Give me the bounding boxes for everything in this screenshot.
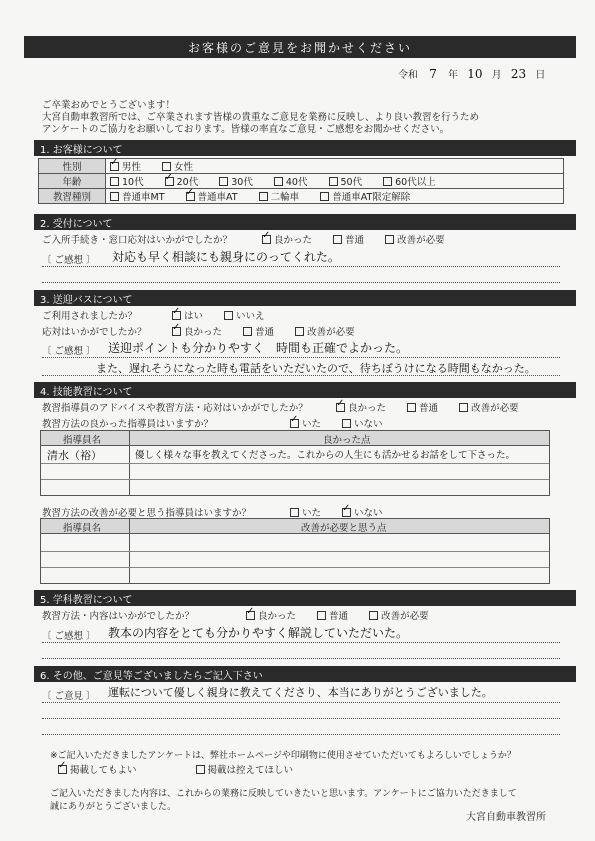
classroom-normal-checkbox[interactable] bbox=[317, 611, 326, 620]
school-name: 大宮自動車教習所 bbox=[466, 812, 546, 823]
footer-line-1: ご記入いただきました内容は、これからの業務に反映していきたいと思います。アンケートにご協力いただきまして bbox=[50, 789, 517, 799]
good-instructor-yes-checkbox[interactable] bbox=[290, 419, 299, 428]
age-20s-option[interactable]: ✓ 20代 bbox=[165, 174, 199, 188]
section-2-header: 2. 受付について bbox=[34, 214, 576, 230]
age-50s-checkbox[interactable] bbox=[329, 177, 338, 186]
age-label: 年齢 bbox=[39, 174, 106, 189]
classroom-comment[interactable]: 教本の内容をとても分かりやすく解説していただいた。 bbox=[108, 626, 409, 640]
publish-question: ※ご記入いただきましたアンケートは、弊社ホームページや印刷物に使用させていただいてもよろしいでしょうか？ bbox=[50, 751, 516, 761]
bus-use-yes-option[interactable]: ✓ はい bbox=[172, 308, 203, 322]
reception-comment-line bbox=[42, 266, 560, 267]
course-bike-option[interactable]: 二輪車 bbox=[259, 189, 300, 203]
age-30s-checkbox[interactable] bbox=[219, 177, 228, 186]
date-month[interactable]: 10 bbox=[467, 67, 483, 81]
bus-use-no-option[interactable]: いいえ bbox=[224, 308, 265, 322]
age-10s-option[interactable]: 10代 bbox=[110, 174, 144, 188]
gender-female-option[interactable]: 女性 bbox=[162, 159, 193, 173]
bus-comment-line bbox=[42, 375, 560, 376]
good-instructor-no-option[interactable]: いない bbox=[342, 416, 383, 430]
reception-normal-option[interactable]: 普通 bbox=[333, 232, 364, 246]
bus-service-options bbox=[172, 324, 373, 338]
age-options bbox=[106, 174, 564, 189]
age-10s-checkbox[interactable] bbox=[110, 177, 119, 186]
bus-comment-line bbox=[42, 357, 560, 358]
good-instructor-yes-option[interactable]: ✓ いた bbox=[290, 416, 321, 430]
improve-instructor-table bbox=[40, 518, 550, 584]
good-instructor-name[interactable]: 清水（裕） bbox=[47, 449, 102, 462]
good-instructor-point[interactable]: 優しく様々な事を教えてくださった。これからの人生にも活かせるお話をして下さった。 bbox=[135, 450, 516, 461]
bus-use-question: ご利用されましたか？ bbox=[42, 311, 138, 322]
footer-line-2: 誠にありがとうございました。 bbox=[50, 802, 177, 812]
good-instructor-question: 教習方法の良かった指導員はいますか？ bbox=[42, 419, 214, 430]
course-at-release-option[interactable]: 普通車AT限定解除 bbox=[320, 189, 410, 203]
reception-improve-option[interactable]: 改善が必要 bbox=[385, 232, 445, 246]
section-3-header: 3. 送迎バスについて bbox=[34, 290, 576, 306]
gender-female-checkbox[interactable] bbox=[162, 162, 171, 171]
date-era: 令和 bbox=[398, 70, 418, 81]
date-field bbox=[398, 66, 545, 81]
classroom-improve-checkbox[interactable] bbox=[369, 611, 378, 620]
reception-comment[interactable]: 対応も早く相談にも親身にのってくれた。 bbox=[112, 250, 340, 264]
bus-comment-line-1[interactable]: 送迎ポイントも分かりやすく 時間も正確でよかった。 bbox=[108, 341, 409, 355]
reception-question: ご入所手続き・窓口応対はいかがでしたか？ bbox=[42, 235, 233, 246]
good-instructor-no-checkbox[interactable] bbox=[342, 419, 351, 428]
date-year[interactable]: 7 bbox=[429, 67, 437, 81]
date-day[interactable]: 23 bbox=[510, 67, 527, 81]
publish-options bbox=[58, 762, 311, 776]
improve-instructor-question: 教習方法の改善が必要と思う指導員はいますか？ bbox=[42, 508, 252, 519]
age-60plus-checkbox[interactable] bbox=[383, 177, 392, 186]
classroom-comment-line bbox=[42, 642, 560, 643]
improve-instructor-yes-checkbox[interactable] bbox=[290, 508, 299, 517]
course-at-release-checkbox[interactable] bbox=[320, 192, 329, 201]
section-1-header: 1. お客様について bbox=[34, 140, 576, 156]
age-60plus-option[interactable]: 60代以上 bbox=[383, 174, 436, 188]
reception-options bbox=[262, 232, 463, 246]
bus-use-no-checkbox[interactable] bbox=[224, 311, 233, 320]
bus-use-yes-checkbox[interactable] bbox=[172, 311, 181, 320]
good-point-header: 良かった点 bbox=[323, 435, 371, 446]
classroom-question: 教習方法・内容はいかがでしたか？ bbox=[42, 611, 195, 622]
other-comment-label: 〔 ご意見 〕 bbox=[42, 691, 96, 702]
classroom-options bbox=[246, 608, 447, 622]
bus-service-good-checkbox[interactable] bbox=[172, 327, 181, 336]
classroom-comment-line bbox=[42, 658, 560, 659]
publish-yes-option[interactable]: ✓掲載してもよい bbox=[58, 762, 137, 776]
reception-good-option[interactable]: ✓ 良かった bbox=[262, 232, 312, 246]
other-comment[interactable]: 運転について優しく親身に教えてくださり、本当にありがとうございました。 bbox=[108, 686, 493, 699]
bus-comment-line-2[interactable]: また、遅れそうになった時も電話をいただいたので、待ちぼうけになる時間もなかった。 bbox=[96, 362, 536, 375]
section-4-header: 4. 技能教習について bbox=[34, 382, 576, 398]
classroom-normal-option[interactable]: 普通 bbox=[317, 608, 348, 622]
bus-service-question: 応対はいかがでしたか？ bbox=[42, 327, 147, 338]
improve-instructor-no-checkbox[interactable] bbox=[342, 508, 351, 517]
other-comment-line bbox=[42, 718, 560, 719]
driving-good-checkbox[interactable] bbox=[336, 403, 345, 412]
gender-options bbox=[106, 159, 564, 174]
bus-service-normal-checkbox[interactable] bbox=[243, 327, 252, 336]
age-20s-checkbox[interactable] bbox=[165, 177, 174, 186]
driving-improve-checkbox[interactable] bbox=[459, 403, 468, 412]
reception-good-checkbox[interactable] bbox=[262, 235, 271, 244]
intro-line-1: ご卒業おめでとうございます！ bbox=[42, 100, 176, 111]
improve-point-header: 改善が必要と思う点 bbox=[301, 523, 387, 534]
intro-line-2: 大宮自動車教習所では、ご卒業されます皆様の貴重なご意見を業務に反映し、より良い教習を行うため bbox=[42, 112, 480, 123]
driving-normal-option[interactable]: 普通 bbox=[407, 400, 438, 414]
classroom-good-checkbox[interactable] bbox=[246, 611, 255, 620]
age-30s-option[interactable]: 30代 bbox=[219, 174, 253, 188]
bus-service-improve-checkbox[interactable] bbox=[295, 327, 304, 336]
date-year-unit: 年 bbox=[448, 70, 459, 81]
improve-instructor-yes-option[interactable]: いた bbox=[290, 505, 321, 519]
course-mt-option[interactable]: 普通車MT bbox=[110, 189, 165, 203]
age-40s-option[interactable]: 40代 bbox=[274, 174, 308, 188]
classroom-comment-label: 〔 ご感想 〕 bbox=[42, 631, 96, 642]
bus-service-good-option[interactable]: ✓ 良かった bbox=[172, 324, 222, 338]
gender-male-checkbox[interactable] bbox=[110, 162, 119, 171]
reception-improve-checkbox[interactable] bbox=[385, 235, 394, 244]
reception-comment-line bbox=[42, 282, 560, 283]
bus-comment-label: 〔 ご感想 〕 bbox=[42, 346, 96, 357]
age-40s-checkbox[interactable] bbox=[274, 177, 283, 186]
improve-instructor-name-header: 指導員名 bbox=[63, 523, 102, 534]
gender-label: 性別 bbox=[39, 159, 106, 174]
classroom-good-option[interactable]: ✓ 良かった bbox=[246, 608, 296, 622]
gender-male-option[interactable]: ✓ 男性 bbox=[110, 159, 141, 173]
course-options bbox=[106, 189, 564, 204]
other-comment-line bbox=[42, 702, 560, 703]
improve-instructor-options bbox=[290, 505, 401, 519]
good-instructor-name-header: 指導員名 bbox=[63, 435, 102, 446]
course-at-checkbox[interactable] bbox=[186, 192, 195, 201]
driving-improve-option[interactable]: 改善が必要 bbox=[459, 400, 519, 414]
bus-use-options bbox=[172, 308, 283, 322]
publish-no-checkbox[interactable] bbox=[196, 765, 205, 774]
course-mt-checkbox[interactable] bbox=[110, 192, 119, 201]
course-bike-checkbox[interactable] bbox=[259, 192, 268, 201]
other-comment-line bbox=[42, 734, 560, 735]
date-day-unit: 日 bbox=[535, 70, 546, 81]
driving-instructor-question: 教習指導員のアドバイスや教習方法・応対はいかがでしたか？ bbox=[42, 403, 308, 414]
customer-info-table bbox=[38, 158, 564, 204]
driving-good-option[interactable]: ✓ 良かった bbox=[336, 400, 386, 414]
section-5-header: 5. 学科教習について bbox=[34, 590, 576, 606]
publish-no-option[interactable]: 掲載は控えてほしい bbox=[196, 762, 294, 776]
good-instructor-table bbox=[40, 430, 550, 496]
improve-instructor-no-option[interactable]: ✓ いない bbox=[342, 505, 383, 519]
bus-service-improve-option[interactable]: 改善が必要 bbox=[295, 324, 355, 338]
bus-service-normal-option[interactable]: 普通 bbox=[243, 324, 274, 338]
section-6-header: 6. その他、ご意見等ございましたらご記入下さい bbox=[34, 666, 576, 682]
date-month-unit: 月 bbox=[491, 70, 502, 81]
intro-line-3: アンケートのご協力をお願いしております。皆様の率直なご意見・ご感想をお聞かせください。 bbox=[42, 124, 450, 135]
classroom-improve-option[interactable]: 改善が必要 bbox=[369, 608, 429, 622]
age-50s-option[interactable]: 50代 bbox=[329, 174, 363, 188]
good-instructor-options bbox=[290, 416, 401, 430]
reception-comment-label: 〔 ご感想 〕 bbox=[42, 255, 96, 266]
course-label: 教習種別 bbox=[39, 189, 106, 204]
publish-yes-checkbox[interactable] bbox=[58, 765, 67, 774]
driving-normal-checkbox[interactable] bbox=[407, 403, 416, 412]
course-at-option[interactable]: ✓ 普通車AT bbox=[186, 189, 238, 203]
driving-instructor-options bbox=[336, 400, 537, 414]
page-title: お客様のご意見をお聞かせください bbox=[24, 36, 576, 58]
reception-normal-checkbox[interactable] bbox=[333, 235, 342, 244]
